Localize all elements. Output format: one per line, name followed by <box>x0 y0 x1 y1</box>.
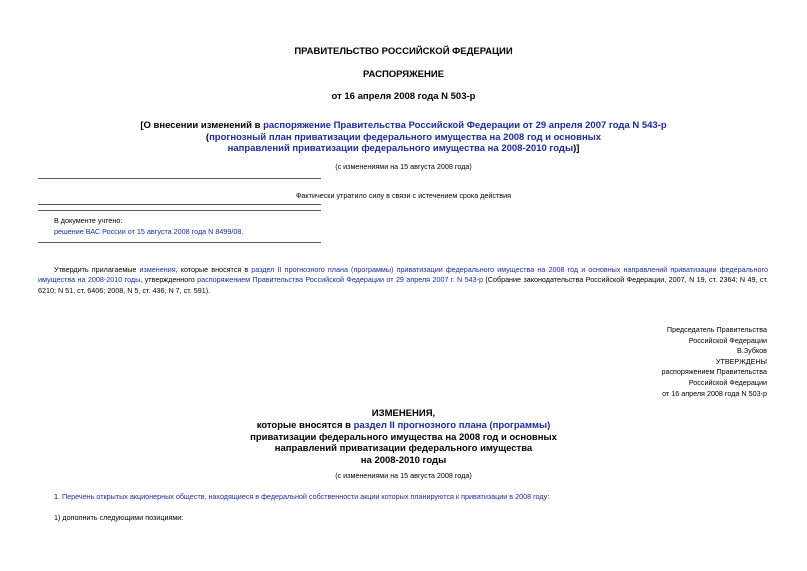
approved-country: Российской Федерации <box>688 377 767 387</box>
signature-position: Председатель Правительства <box>666 325 767 334</box>
divider <box>38 242 321 243</box>
divider <box>38 210 321 211</box>
divider <box>38 204 321 205</box>
amendments-note: (с изменениями на 15 августа 2008 года) <box>335 162 472 171</box>
document-type: РАСПОРЯЖЕНИЕ <box>362 69 445 80</box>
order-543-link[interactable]: распоряжением Правительства Российской Федерации от 29 апреля 2007 г. N 543-р <box>197 275 483 285</box>
approved-label: УТВЕРЖДЕНЫ <box>715 356 767 366</box>
changes-heading-line1: ИЗМЕНЕНИЯ, <box>371 408 436 419</box>
body-paragraph <box>38 265 768 296</box>
title-suffix: )] <box>573 143 580 155</box>
title-open-paren: ( <box>205 131 210 143</box>
list-subitem: 1) дополнить следующими позициями: <box>54 513 184 522</box>
signature-country: Российской Федерации <box>688 335 767 345</box>
title-link-plan-line1[interactable]: прогнозный план приватизации федерального имущества на 2008 год и основных <box>209 131 602 143</box>
section-ii-link[interactable]: раздел II прогнозного плана (программы) приватизации федерального имущества на 2008 год и основных направлений приватизации федерального имущества на 2008-2010 годы <box>38 265 768 285</box>
list-item <box>54 492 549 502</box>
changes-heading-line3: приватизации федерального имущества на 2008 год и основных <box>250 431 557 443</box>
considered-link[interactable]: решение ВАС России от 15 августа 2008 года N 8499/08. <box>54 227 244 236</box>
changes-heading-text: которые вносятся в <box>256 419 354 431</box>
body-text: Утвердить прилагаемые <box>54 265 140 274</box>
changes-heading <box>0 408 807 467</box>
divider <box>38 178 321 179</box>
item-1-link[interactable]: Перечень открытых акционерных обществ, находящиеся в федеральной собственности акции которых планируются к приватизации в 2008 году <box>62 492 548 501</box>
document-title <box>0 120 807 155</box>
changes-heading-line4: направлений приватизации федерального имущества <box>274 443 533 455</box>
item-colon: : <box>547 492 550 501</box>
title-link-order-543[interactable]: распоряжение Правительства Российской Федерации от 29 апреля 2007 года N 543-р <box>263 120 667 131</box>
body-text: , утвержденного <box>140 275 198 285</box>
item-number: 1. <box>54 492 62 501</box>
changes-amendments-note: (с изменениями на 15 августа 2008 года) <box>335 471 472 480</box>
government-heading: ПРАВИТЕЛЬСТВО РОССИЙСКОЙ ФЕДЕРАЦИИ <box>294 46 513 57</box>
document-date-number: от 16 апреля 2008 года N 503-р <box>331 91 476 102</box>
approved-date: от 16 апреля 2008 года N 503-р <box>662 388 767 398</box>
changes-heading-line5: на 2008-2010 годы <box>360 455 447 467</box>
approved-by: распоряжением Правительства <box>661 367 767 377</box>
changes-section-link[interactable]: раздел II прогнозного плана (программы) <box>353 419 551 431</box>
body-text: (Собрание законодательства Российской Федерации, 2007, N 19, ст. 2364; N 49, ст. 6210; N 51, ст. 6406; 2008, N 5, ст. 436; N 7, ст. 591). <box>38 275 768 295</box>
considered-label: В документе учтено: <box>54 216 123 225</box>
title-link-plan-line2[interactable]: направлений приватизации федерального имущества на 2008-2010 годы <box>227 143 574 155</box>
signature-name: В.Зубков <box>737 346 767 356</box>
title-prefix: [О внесении изменений в <box>140 120 264 131</box>
signature-block <box>507 325 767 399</box>
body-text: , которые вносятся в <box>175 265 252 274</box>
changes-link[interactable]: изменения <box>139 265 176 274</box>
changes-heading-line2 <box>0 420 807 432</box>
expired-note: Фактически утратило силу в связи с истечением срока действия <box>295 191 512 200</box>
